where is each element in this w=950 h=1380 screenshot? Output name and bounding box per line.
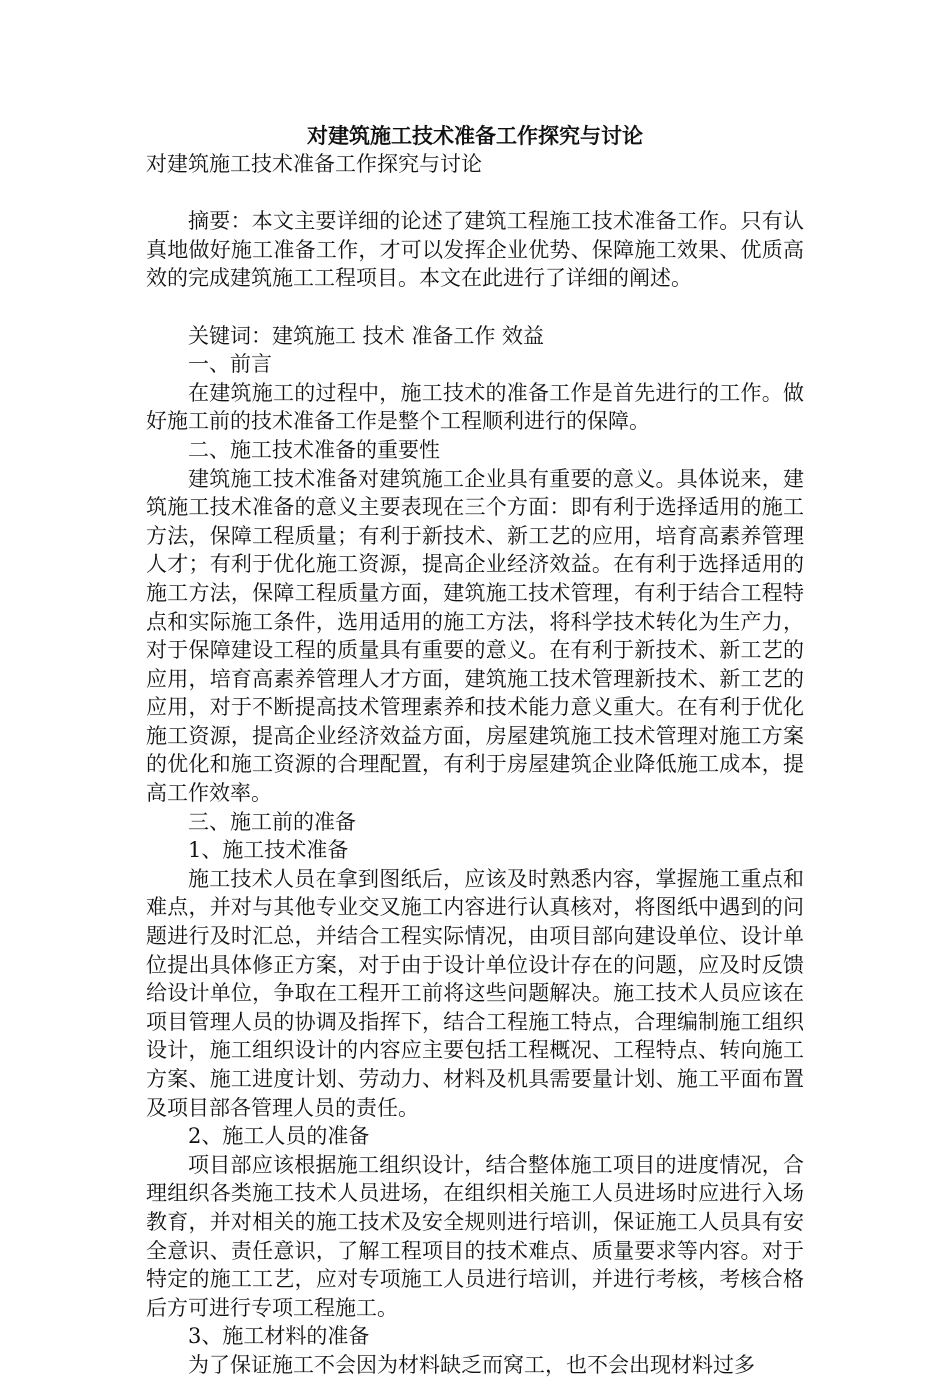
spacer	[146, 179, 804, 208]
subsection-3-1-paragraph: 施工技术人员在拿到图纸后，应该及时熟悉内容，掌握施工重点和难点，并对与其他专业交叉施工内容进行认真核对，将图纸中遇到的问题进行及时汇总，并结合工程实际情况，由项目部向建设单位、设计单位提出具体修正方案，对于由于设计单位设计存在的问题，应及时反馈给设计单位，争取在工程开工前将这些问题解决。施工技术人员应该在项目管理人员的协调及指挥下，结合工程施工特点，合理编制施工组织设计，施工组织设计的内容应主要包括工程概况、工程特点、转向施工方案、施工进度计划、劳动力、材料及机具需要量计划、施工平面布置及项目部各管理人员的责任。	[146, 866, 804, 1120]
abstract-paragraph: 摘要：本文主要详细的论述了建筑工程施工技术准备工作。只有认真地做好施工准备工作，才可以发挥企业优势、保障施工效果、优质高效的完成建筑施工工程项目。本文在此进行了详细的阐述。	[146, 209, 804, 291]
section-1-paragraph: 在建筑施工的过程中，施工技术的准备工作是首先进行的工作。做好施工前的技术准备工作是整个工程顺利进行的保障。	[146, 380, 804, 434]
keywords-line: 关键词：建筑施工 技术 准备工作 效益	[188, 323, 545, 348]
subsection-3-2-paragraph: 项目部应该根据施工组织设计，结合整体施工项目的进度情况，合理组织各类施工技术人员进场，在组织相关施工人员进场时应进行入场教育，并对相关的施工技术及安全规则进行培训，保证施工人员具有安全意识、责任意识，了解工程项目的技术难点、质量要求等内容。对于特定的施工工艺，应对专项施工人员进行培训，并进行考核，考核合格后方可进行专项工程施工。	[146, 1152, 804, 1320]
document-subtitle: 对建筑施工技术准备工作探究与讨论	[146, 152, 482, 176]
section-heading-3: 三、施工前的准备	[188, 809, 356, 834]
section-2-paragraph: 建筑施工技术准备对建筑施工企业具有重要的意义。具体说来，建筑施工技术准备的意义主要表现在三个方面：即有利于选择适用的施工方法，保障工程质量；有利于新技术、新工艺的应用，培育高素养管理人才；有利于优化施工资源，提高企业经济效益。在有利于选择适用的施工方法，保障工程质量方面，建筑施工技术管理，有利于结合工程特点和实际施工条件，选用适用的施工方法，将科学技术转化为生产力，对于保障建设工程的质量具有重要的意义。在有利于新技术、新工艺的应用，培育高素养管理人才方面，建筑施工技术管理新技术、新工艺的应用，对于不断提高技术管理素养和技术能力意义重大。在有利于优化施工资源，提高企业经济效益方面，房屋建筑施工技术管理对施工方案的优化和施工资源的合理配置，有利于房屋建筑企业降低施工成本，提高工作效率。	[146, 466, 804, 806]
document-page	[146, 122, 804, 1380]
subsection-heading-3-2: 2、施工人员的准备	[188, 1124, 370, 1149]
subsection-heading-3-3: 3、施工材料的准备	[188, 1324, 370, 1349]
subsection-3-3-paragraph: 为了保证施工不会因为材料缺乏而窝工，也不会出现材料过多	[188, 1352, 755, 1377]
spacer	[146, 293, 804, 322]
subsection-heading-3-1: 1、施工技术准备	[188, 838, 349, 863]
section-heading-2: 二、施工技术准备的重要性	[188, 437, 440, 462]
document-title: 对建筑施工技术准备工作探究与讨论	[307, 123, 643, 148]
section-heading-1: 一、前言	[188, 352, 272, 377]
